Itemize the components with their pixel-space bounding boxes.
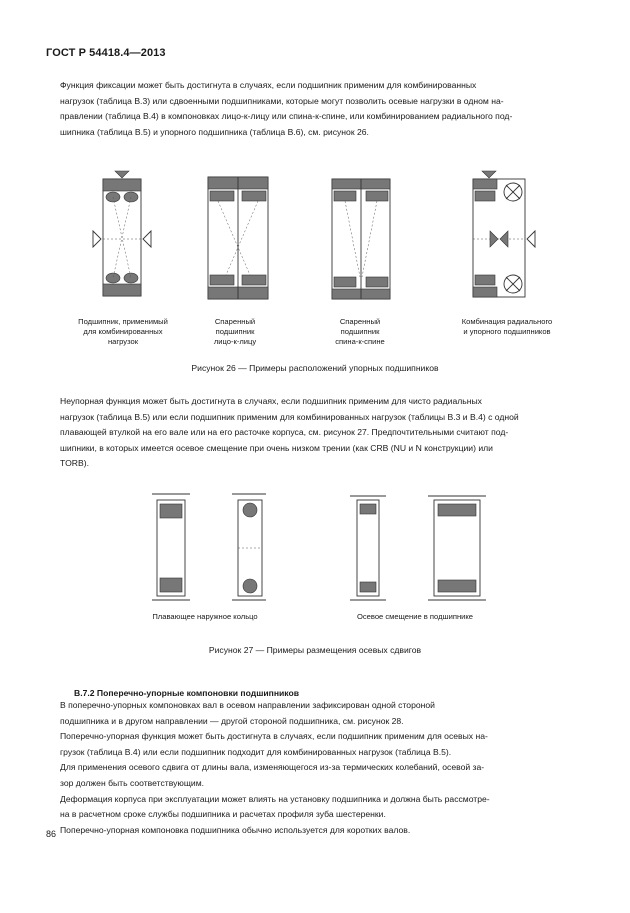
paragraph-non-locating [60,394,580,472]
floating-outer-ring-diagram-b [232,494,266,600]
text-line: нагрузок (таблица В.3) или сдвоенными подшипниками, которые могут позволить осевые нагрузки в одном на- [60,95,504,106]
text-line: Поперечно-упорная функция может быть достигнута в случаях, если подшипник применим для осевых на- [60,731,488,742]
text-line: подшипника и в другом направлении — другой стороной подшипника, см. рисунок 28. [60,715,404,726]
figure-26-label-face-to-face: Спаренный подшипник лицо-к-лицу [213,317,257,346]
text-line: Поперечно-упорная компоновка подшипника обычно используется для коротких валов. [60,824,411,835]
figure-27-drawing [0,488,630,608]
section-body [60,698,580,838]
bearing-face-to-face-diagram [208,177,268,299]
text-line: шипника (таблица В.5) и упорного подшипника (таблица В.6), см. рисунок 26. [60,126,369,137]
text-line: плавающей втулкой на его вале или на его расточке корпуса, см. рисунок 27. Предпочтительными считают под- [60,427,509,438]
text-line: шипники, в которых имеется осевое смещение при очень низком трении (как CRB (NU и N конструкции) или [60,442,493,453]
text-line: В поперечно-упорных компоновках вал в осевом направлении зафиксирован одной стороной [60,700,435,710]
page-number: 86 [46,829,57,839]
bearing-back-to-back-diagram [332,179,390,299]
document-header: ГОСТ Р 54418.4—2013 [46,47,166,59]
axial-displacement-diagram-b [428,496,486,600]
section-title: В.7.2 Поперечно-упорные компоновки подшипников [74,688,300,698]
figure-26-label-back-to-back: Спаренный подшипник спина-к-спине [335,317,385,346]
figure-26-label-radial-thrust: Комбинация радиального и упорного подшипников [461,317,553,336]
figure-26-drawing [0,165,630,325]
bearing-combined-load-diagram [93,171,151,296]
figure-27-label-axial-displacement: Осевое смещение в подшипнике [356,612,474,621]
figure-26-label-combined: Подшипник, применимый для комбинированных нагрузок [78,317,168,346]
text-line: грузок (таблица В.4) или если подшипник подходит для комбинированных нагрузок (таблица В.5). [60,746,452,757]
text-line: Функция фиксации может быть достигнута в случаях, если подшипник применим для комбинированных [60,80,477,90]
text-line: на в расчетном сроке службы подшипника и расчетах профиля зуба шестеренки. [60,809,386,820]
text-line: TORB). [60,458,89,469]
bearing-radial-thrust-diagram [473,171,535,297]
figure-26-caption: Рисунок 26 — Примеры расположений упорных подшипников [191,363,439,373]
text-line: Деформация корпуса при эксплуатации может влиять на установку подшипника и должна быть рассмотре- [60,793,490,804]
floating-outer-ring-diagram-a [152,494,190,600]
figure-27-caption: Рисунок 27 — Примеры размещения осевых сдвигов [208,645,422,655]
text-line: нагрузок (таблица В.5) или если подшипник применим для комбинированных нагрузок (таблицы В.3 и В.4) с одной [60,411,519,422]
axial-displacement-diagram-a [350,496,386,600]
text-line: Для применения осевого сдвига от длины вала, изменяющегося из-за термических колебаний, осевой за- [60,762,485,773]
text-line: правлении (таблица В.4) в компоновках лицо-к-лицу или спина-к-спине, или комбинированием радиального под- [60,111,513,122]
paragraph-fixation [60,78,580,140]
figure-27-label-floating-ring: Плавающее наружное кольцо [152,612,258,621]
text-line: зор должен быть соответствующим. [60,777,204,788]
text-line: Неупорная функция может быть достигнута в случаях, если подшипник применим для чисто радиальных [60,396,482,406]
